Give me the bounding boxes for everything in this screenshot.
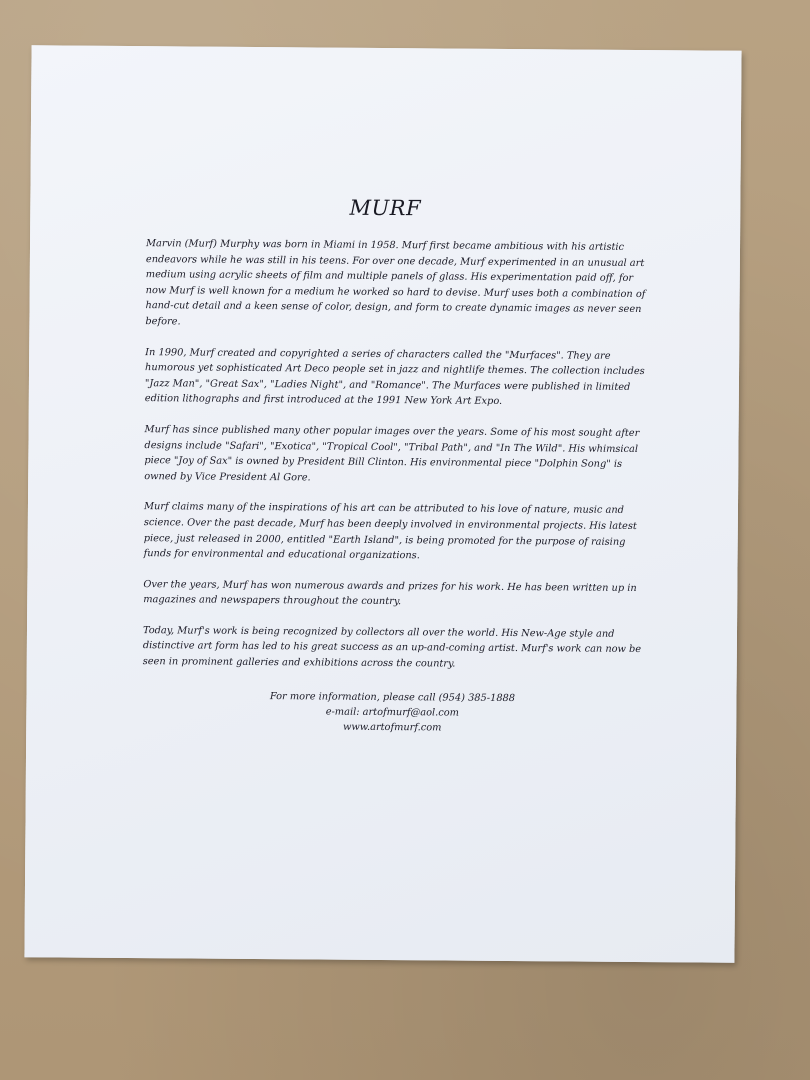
paragraph-biography: Marvin (Murf) Murphy was born in Miami in 1958. Murf first became ambitious with his artistic endeavors while he was still in his teens. For over one decade, Murf experimented in an unusual art medium using acrylic sheets of film and multiple panels of glass. His experimentation paid off, for now Murf is well known for a medium he worked so hard to devise. Murf uses both a combination of hand-cut detail and a keen sense of color, design, and form to create dynamic images as never seen before. bbox=[145, 238, 646, 328]
paragraph-awards: Over the years, Murf has won numerous awards and prizes for his work. He has been written up in magazines and newspapers throughout the country. bbox=[143, 578, 637, 608]
paper-sheet bbox=[24, 45, 741, 963]
document-body bbox=[142, 236, 646, 737]
document-title: MURF bbox=[349, 195, 422, 221]
paragraph-murfaces: In 1990, Murf created and copyrighted a series of characters called the "Murfaces". They are humorous yet sophisticated Art Deco people set in jazz and nightlife themes. The collection includes "Jazz Man", "Great Sax", "Ladies Night", and "Romance". The Murfaces were published in limited edition lithographs and first introduced at the 1991 New York Art Expo. bbox=[144, 346, 645, 408]
paragraph-popular-images: Murf has since published many other popular images over the years. Some of his most sought after designs include "Safari", "Exotica", "Tropical Cool", "Tribal Path", and "In The Wild". His whimsical piece "Joy of Sax" is owned by President Bill Clinton. His environmental piece "Dolphin Song" is owned by Vice President Al Gore. bbox=[144, 424, 640, 484]
paragraph-inspirations: Murf claims many of the inspirations of his art can be attributed to his love of nature, music and science. Over the past decade, Murf has been deeply involved in environmental projects. His latest piece, just released in 2000, entitled "Earth Island", is being promoted for the purpose of raising funds for environmental and educational organizations. bbox=[143, 501, 637, 562]
contact-website: www.artofmurf.com bbox=[342, 721, 442, 734]
paragraph-recognition: Today, Murf's work is being recognized by collectors all over the world. His New-Age style and distinctive art form has led to his great success as an up-and-coming artist. Murf's work can now be seen in prominent galleries and exhibitions across the country. bbox=[142, 624, 642, 670]
contact-phone: For more information, please call (954) 385-1888 bbox=[269, 690, 516, 704]
contact-email: e-mail: artofmurf@aol.com bbox=[325, 706, 460, 719]
contact-block bbox=[142, 688, 642, 737]
